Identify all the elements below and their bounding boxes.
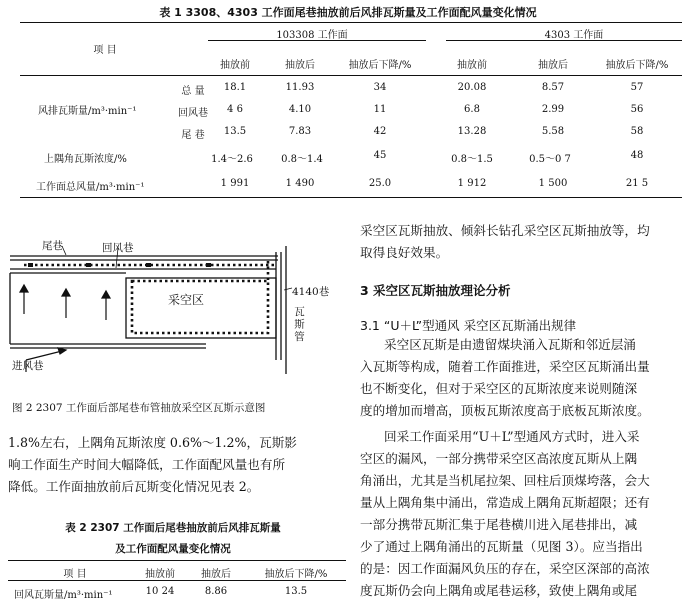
para1-line: 采空区瓦斯是由遗留煤块涌入瓦斯和邻近层涌: [384, 337, 636, 352]
table2-header: 抽放前: [145, 569, 175, 580]
section-3-1-heading: 3.1 “U＋L”型通风 采空区瓦斯涌出规律: [360, 318, 577, 333]
figure2-label-gas-pipe: 瓦斯管: [293, 306, 305, 344]
table1-cell: 1 500: [538, 178, 568, 189]
table1-row-group-label: 风排瓦斯量/m³·min⁻¹: [38, 106, 137, 117]
table1-group1-header: 103308 工作面: [276, 30, 348, 41]
para1-line: 度的增加而增高，顶板瓦斯浓度高于底板瓦斯浓度。: [360, 403, 650, 418]
table2-title-line2: 及工作面配风量变化情况: [115, 543, 231, 555]
table1-cell: 42: [373, 126, 387, 137]
para1-line: 入瓦斯等构成，随着工作面推进，采空区瓦斯涌出量: [360, 359, 650, 374]
table1-cell: 1 490: [285, 178, 315, 189]
table2-cell: 10 24: [145, 586, 175, 597]
table1-top-rule: [20, 22, 682, 23]
table1-cell: 13.5: [223, 126, 247, 137]
table1-cell: 0.5～0 7: [529, 154, 571, 165]
table1-cell: 58: [630, 126, 644, 137]
table1-cell: 0.8～1.4: [281, 154, 323, 165]
table1-group2-header: 4303 工作面: [544, 30, 604, 41]
table1-cell: 21 5: [625, 178, 649, 189]
table1-cell: 11.93: [285, 82, 315, 93]
figure2-label-return-roadway: 回风巷: [102, 242, 134, 254]
para2-line: 一部分携带瓦斯汇集于尾巷横川进入尾巷排出，减: [360, 517, 638, 532]
table1-cell: 1 991: [220, 178, 250, 189]
figure2-label-tail-roadway: 尾巷: [42, 240, 63, 252]
table1-cell: 1 912: [457, 178, 487, 189]
table1-cell: 13.28: [457, 126, 487, 137]
table2-header: 项 目: [63, 569, 87, 580]
table1-cell: 0.8～1.5: [451, 154, 493, 165]
table2-header: 抽放后: [201, 569, 231, 580]
table1-row-label: 尾 巷: [181, 130, 205, 141]
table1-row-label: 回风巷: [178, 108, 208, 119]
para2-line: 度瓦斯仍会向上隅角或尾巷运移，致使上隅角或尾: [360, 583, 638, 598]
right-intro-line: 采空区瓦斯抽放、倾斜长钻孔采空区瓦斯抽放等，均: [360, 223, 650, 238]
table2-header: 抽放后下降/%: [264, 569, 328, 580]
para1-line: 也不断变化，但对于采空区的瓦斯浓度来说则随深: [360, 381, 638, 396]
table1-cell: 4.10: [288, 104, 312, 115]
table2-header-rule: [8, 580, 346, 581]
table1-cell: 20.08: [457, 82, 487, 93]
para2-line: 的是：因工作面漏风负压的存在，采空区深部的高浓: [360, 561, 650, 576]
table1-cell: 7.83: [288, 126, 312, 137]
table1-cell: 45: [373, 150, 387, 161]
table1-cell: 8.57: [541, 82, 565, 93]
para2-line: 回采工作面采用“U＋L”型通风方式时，进入采: [384, 429, 640, 444]
para2-line: 空区的漏风，一部分携带采空区高浓度瓦斯从上隅: [360, 451, 638, 466]
table1-row-label: 总 量: [181, 86, 205, 97]
table1-cell: 56: [630, 104, 644, 115]
table1-subheader: 抽放后下降/%: [605, 60, 669, 71]
table1-header-rule: [20, 75, 682, 76]
table1-cell: 48: [630, 150, 644, 161]
right-intro-line: 取得良好效果。: [360, 245, 449, 260]
table1-row-label: 工作面总风量/m³·min⁻¹: [36, 182, 145, 193]
table2-cell: 8.86: [204, 586, 228, 597]
table2-cell: 13.5: [284, 586, 308, 597]
table1-bottom-rule: [20, 197, 682, 198]
figure2-label-goaf: 采空区: [168, 293, 205, 307]
para2-line: 角涌出，尤其是当机尾拉架、回柱后顶煤垮落，会大: [360, 473, 650, 488]
left-paragraph-line: 1.8%左右，上隅角瓦斯浓度 0.6%～1.2%，瓦斯影: [8, 435, 297, 450]
left-paragraph-line: 降低。工作面抽放前后瓦斯变化情况见表 2。: [8, 479, 260, 494]
table1-item-header: 项 目: [93, 45, 117, 56]
section-3-heading: 3 采空区瓦斯抽放理论分析: [360, 283, 511, 298]
table1-row-label: 上隅角瓦斯浓度/%: [44, 154, 127, 165]
table1-cell: 2.99: [541, 104, 565, 115]
table1-cell: 11: [373, 104, 387, 115]
table1-subheader: 抽放前: [220, 60, 250, 71]
table1-cell: 1.4～2.6: [211, 154, 253, 165]
table2-row-label: 回风瓦斯量/m³·min⁻¹: [14, 590, 113, 601]
table1-cell: 5.58: [541, 126, 565, 137]
table1-cell: 6.8: [464, 104, 480, 115]
table2-top-rule: [8, 560, 346, 561]
table1-cell: 34: [373, 82, 387, 93]
table1-group2-rule: [446, 40, 682, 41]
table1-subheader: 抽放前: [457, 60, 487, 71]
table1-cell: 4 6: [227, 104, 243, 115]
table1-cell: 18.1: [223, 82, 247, 93]
table1-cell: 57: [630, 82, 644, 93]
table1-subheader: 抽放后下降/%: [348, 60, 412, 71]
figure2-label-4140-roadway: 4140巷: [292, 286, 330, 298]
table1-subheader: 抽放后: [285, 60, 315, 71]
table1-group1-rule: [208, 40, 426, 41]
figure2-label-intake-roadway: 进风巷: [12, 360, 44, 372]
left-paragraph-line: 响工作面生产时间大幅降低，工作面配风量也有所: [8, 457, 286, 472]
table1-cell: 25.0: [368, 178, 392, 189]
table1-subheader: 抽放后: [538, 60, 568, 71]
table2-title-line1: 表 2 2307 工作面后尾巷抽放前后风排瓦斯量: [65, 522, 281, 534]
table1-title: 表 1 3308、4303 工作面尾巷抽放前后风排瓦斯量及工作面配风量变化情况: [159, 6, 537, 19]
para2-line: 少了通过上隅角涌出的瓦斯量（见图 3）。应当指出: [360, 539, 643, 554]
para2-line: 量从上隅角集中涌出，常造成上隅角瓦斯超限；还有: [360, 495, 650, 510]
figure2-caption: 图 2 2307 工作面后部尾巷布管抽放采空区瓦斯示意图: [12, 402, 266, 414]
